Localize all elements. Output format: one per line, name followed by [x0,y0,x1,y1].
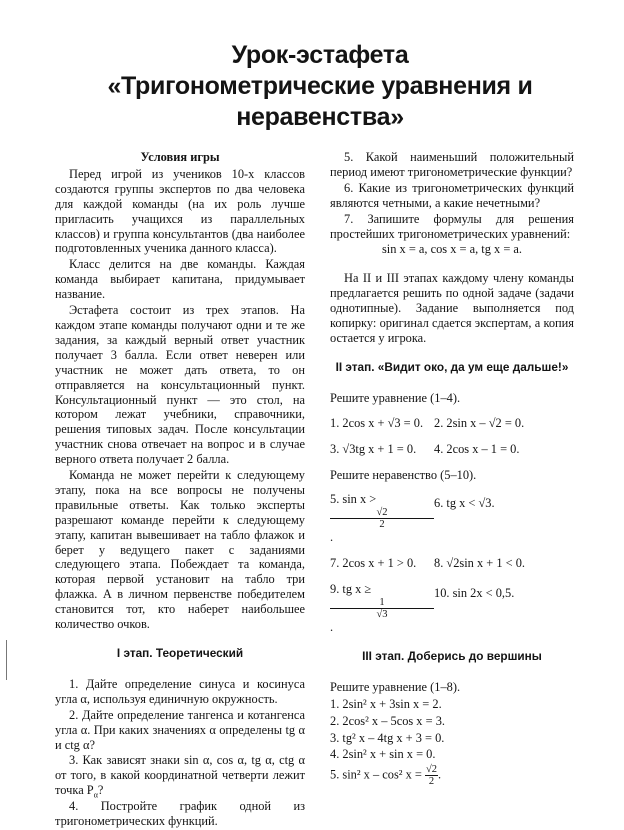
paragraph: Эстафета состоит из трех этапов. На каждом этапе команды получают одни и те же задания, за каждый верный ответ участник получает 3 балла. Если ответ неверен или участник не может дать ответа, то он отправляется на консультационный пункт. Консультационный пункт — это стол, на котором лежат учебники, справочники, решения типовых задач. После консультации участник снова отвечает на вопрос и в случае верного ответа получает 2 балла. [55,303,305,467]
inequality-end: . [330,530,334,545]
margin-mark [6,640,7,680]
fraction-num: 1 [330,597,434,609]
instruction: Решите уравнение (1–4). [330,390,461,405]
formula: sin x = a, cos x = a, tg x = a. [381,242,523,257]
inequality-row [330,492,574,545]
question-end: ? [97,783,104,798]
equation-text: 5. sin² x – cos² x = [330,767,422,782]
equation: 2. 2cos² x – 5cos x = 3. [330,713,445,728]
equation: 2. 2sin x – √2 = 0. [434,415,525,430]
inequality-end: . [330,620,334,635]
stage3-heading: III этап. Доберись до вершины [362,648,542,663]
conditions-heading: Условия игры [140,150,220,164]
paragraph: Команда не может перейти к следующему этапу, пока на все вопросы не получены правильные ответы. Как только эксперты разрешают команде перейти к следующему этапу, капитан вывешивает на табло флажок и берет у ведущего пакет с заданиями следующего этапа. Побеждает та команда, которая первой установит на табло три флажка. А в личном первенстве победителем становится тот, кто наберет наибольшее количество очков. [55,468,305,632]
fraction-den: 2 [379,519,385,531]
inequality-text: 5. sin x > [330,492,377,507]
fraction-num: √2 [330,507,434,519]
fraction [330,597,434,620]
equation-list [330,697,574,788]
instruction: Решите уравнение (1–8). [330,679,461,694]
right-column [330,150,574,789]
point-subscript: α [93,790,98,800]
question: 7. Запишите формулы для решения простейших тригонометрических уравнений: [330,211,574,241]
fraction-den: √3 [376,609,388,621]
inequality: 6. tg x < √3. [434,496,495,511]
question-text: 3. Как зависят знаки sin α, cos α, tg α, ctg α от того, в какой координатной четверти лежит точка P [55,753,305,798]
inequality: 8. √2sin x + 1 < 0. [434,556,525,571]
fraction [330,507,434,530]
equation: 3. √3tg x + 1 = 0. [330,441,417,456]
stage2-heading: II этап. «Видит око, да ум еще дальше!» [335,359,569,374]
equation-row [330,442,574,457]
question: 4. Постройте график одной из тригонометрических функций. [55,799,305,829]
inequality-text: 9. tg x ≥ [330,582,372,597]
paragraph: Перед игрой из учеников 10-х классов создаются группы экспертов по два человека для каждой команды (на их роль лучше пригласить учащихся из параллельных классов) и группа консультантов (два наиболее подготовленных ученика данного класса). [55,166,305,256]
question: 2. Дайте определение тангенса и котангенса угла α. При каких значениях α определены tg α и ctg α? [55,707,305,752]
question [55,753,305,798]
instruction: Решите неравенство (5–10). [330,467,477,482]
inequality [330,492,434,545]
title-line-1: Урок-эстафета [231,41,409,69]
equation: 1. 2cos x + √3 = 0. [330,415,424,430]
inequality-row [330,582,574,635]
equation [330,764,574,787]
inequality [330,582,434,635]
stage1-heading: I этап. Теоретический [116,646,244,660]
title-line-3: неравенства» [236,103,404,131]
question: 5. Какой наименьший положительный период имеют тригонометрические функции? [330,150,574,179]
title-line-2: «Тригонометрические уравнения и [107,72,533,100]
fraction [425,764,438,787]
equation: 1. 2sin² x + 3sin x = 2. [330,696,442,711]
question: 6. Какие из тригонометрических функций являются четными, а какие нечетными? [330,180,574,210]
inequality-row [330,556,574,571]
equation: 4. 2sin² x + sin x = 0. [330,747,436,762]
inequality: 10. sin 2x < 0,5. [434,586,515,601]
equation-row [330,416,574,431]
paragraph: Класс делится на две команды. Каждая команда выбирает капитана, придумывает название. [55,257,305,302]
question: 1. Дайте определение синуса и косинуса угла α, используя единичную окружность. [55,676,305,706]
stage-note: На II и III этапах каждому члену команды предлагается решить по одной задаче (задачи однотипные). Задание выполняется под копирку: оригинал сдается экспертам, а копия остается у игрока. [330,271,574,345]
page-title [60,40,580,133]
equation: 3. tg² x – 4tg x + 3 = 0. [330,730,445,745]
fraction-den: 2 [428,776,435,788]
left-column [55,150,305,830]
fraction-num: √2 [425,764,437,776]
equation: 4. 2cos x – 1 = 0. [434,441,520,456]
equation-end: . [437,767,442,782]
inequality: 7. 2cos x + 1 > 0. [330,556,417,571]
